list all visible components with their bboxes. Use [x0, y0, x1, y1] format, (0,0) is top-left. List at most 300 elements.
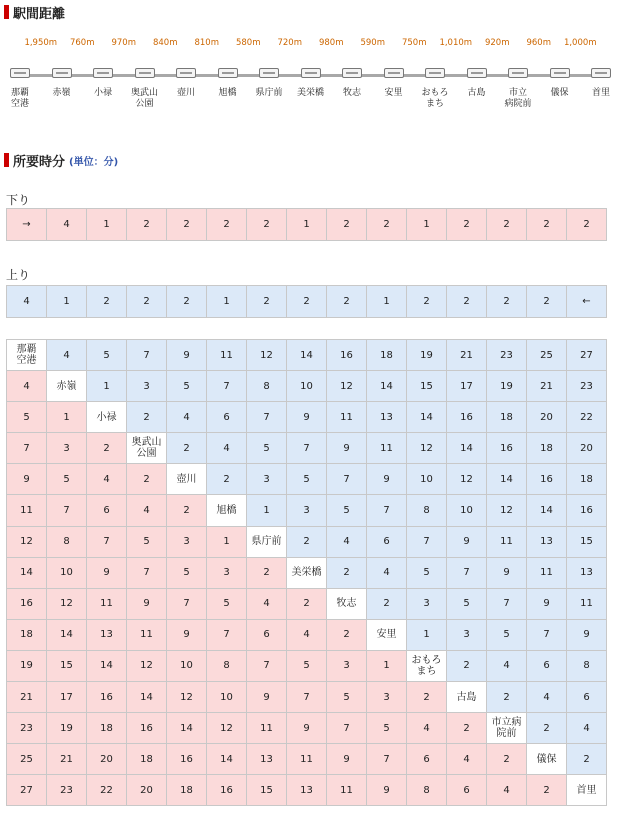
matrix-time-cell: 4 [167, 402, 207, 433]
matrix-time-cell: 7 [167, 588, 207, 619]
matrix-time-cell: 3 [207, 557, 247, 588]
matrix-station-cell: おもろまち [407, 650, 447, 681]
matrix-station-cell: 美栄橋 [287, 557, 327, 588]
matrix-time-cell: 12 [487, 495, 527, 526]
matrix-time-cell: 7 [127, 340, 167, 371]
matrix-time-cell: 6 [367, 526, 407, 557]
time-heading [4, 150, 118, 170]
matrix-time-cell: 14 [7, 557, 47, 588]
station-icon [301, 68, 321, 80]
matrix-station-cell: 古島 [447, 682, 487, 713]
matrix-time-cell: 9 [367, 464, 407, 495]
matrix-time-cell: 5 [287, 464, 327, 495]
up-time-cell: 2 [167, 286, 207, 318]
station-icon [591, 68, 611, 80]
matrix-row [7, 402, 607, 433]
matrix-time-cell: 25 [527, 340, 567, 371]
matrix-time-cell: 18 [367, 340, 407, 371]
down-time-cell: 2 [247, 209, 287, 241]
matrix-station-cell: 壺川 [167, 464, 207, 495]
down-time-table [6, 208, 607, 241]
matrix-row [7, 775, 607, 806]
station-name: 市立 病院前 [504, 88, 532, 109]
matrix-row [7, 464, 607, 495]
matrix-time-cell: 19 [47, 713, 87, 744]
matrix-time-cell: 2 [407, 682, 447, 713]
matrix-time-cell: 2 [167, 495, 207, 526]
station-name: 古島 [467, 88, 486, 98]
station-name: 那覇 空港 [10, 88, 30, 109]
matrix-time-cell: 1 [407, 619, 447, 650]
matrix-time-cell: 16 [447, 402, 487, 433]
heading-marker [4, 5, 9, 19]
matrix-time-cell: 6 [247, 619, 287, 650]
matrix-time-cell: 5 [7, 402, 47, 433]
station-name: 壺川 [176, 88, 196, 98]
matrix-time-cell: 13 [367, 402, 407, 433]
matrix-time-cell: 2 [207, 464, 247, 495]
matrix-time-cell: 3 [247, 464, 287, 495]
matrix-time-cell: 20 [567, 433, 607, 464]
matrix-time-cell: 10 [167, 650, 207, 681]
matrix-time-cell: 11 [567, 588, 607, 619]
matrix-row [7, 557, 607, 588]
matrix-time-cell: 7 [87, 526, 127, 557]
matrix-time-cell: 5 [327, 495, 367, 526]
station-icon [467, 68, 487, 80]
matrix-time-cell: 4 [367, 557, 407, 588]
matrix-row [7, 371, 607, 402]
matrix-row [7, 650, 607, 681]
matrix-time-cell: 1 [87, 371, 127, 402]
up-arrow: ← [567, 286, 607, 318]
matrix-time-cell: 2 [127, 402, 167, 433]
matrix-time-cell: 14 [207, 744, 247, 775]
matrix-time-cell: 16 [127, 713, 167, 744]
matrix-time-cell: 6 [407, 744, 447, 775]
matrix-time-cell: 19 [407, 340, 447, 371]
matrix-time-cell: 3 [127, 371, 167, 402]
station-name: 美栄橋 [296, 88, 325, 98]
distance-label: 840m [152, 38, 178, 48]
matrix-time-cell: 5 [87, 340, 127, 371]
matrix-time-cell: 11 [287, 744, 327, 775]
distance-label: 810m [194, 38, 220, 48]
matrix-time-cell: 1 [367, 650, 407, 681]
station-name: 首里 [591, 88, 611, 98]
matrix-row [7, 340, 607, 371]
matrix-time-cell: 1 [207, 526, 247, 557]
matrix-time-cell: 2 [567, 744, 607, 775]
matrix-time-cell: 16 [487, 433, 527, 464]
matrix-time-cell: 11 [527, 557, 567, 588]
matrix-time-cell: 7 [487, 588, 527, 619]
matrix-time-cell: 4 [567, 713, 607, 744]
time-unit-label: (単位：分) [69, 156, 119, 168]
station-icon [259, 68, 279, 80]
matrix-time-cell: 7 [407, 526, 447, 557]
distance-label: 1,950m [24, 38, 58, 48]
matrix-time-cell: 9 [327, 433, 367, 464]
matrix-time-cell: 14 [167, 713, 207, 744]
matrix-time-cell: 3 [287, 495, 327, 526]
matrix-time-cell: 7 [447, 557, 487, 588]
matrix-time-cell: 18 [167, 775, 207, 806]
matrix-station-cell: 小禄 [87, 402, 127, 433]
matrix-time-cell: 13 [87, 619, 127, 650]
matrix-time-cell: 15 [407, 371, 447, 402]
matrix-time-cell: 11 [7, 495, 47, 526]
matrix-time-cell: 5 [287, 650, 327, 681]
matrix-time-cell: 23 [487, 340, 527, 371]
matrix-time-cell: 2 [487, 744, 527, 775]
matrix-time-cell: 11 [327, 775, 367, 806]
station-icon [176, 68, 196, 80]
matrix-time-cell: 2 [527, 713, 567, 744]
matrix-time-cell: 6 [87, 495, 127, 526]
matrix-station-cell: 儀保 [527, 744, 567, 775]
up-time-cell: 2 [447, 286, 487, 318]
matrix-time-cell: 21 [47, 744, 87, 775]
matrix-time-cell: 9 [167, 619, 207, 650]
distance-label: 970m [111, 38, 137, 48]
matrix-time-cell: 14 [87, 650, 127, 681]
matrix-time-cell: 2 [447, 713, 487, 744]
matrix-time-cell: 3 [47, 433, 87, 464]
matrix-time-cell: 12 [447, 464, 487, 495]
station-name: 牧志 [342, 88, 362, 98]
station-icon [218, 68, 238, 80]
matrix-time-cell: 4 [127, 495, 167, 526]
matrix-time-cell: 21 [7, 682, 47, 713]
matrix-time-cell: 12 [127, 650, 167, 681]
matrix-time-cell: 27 [7, 775, 47, 806]
station-name: おもろ まち [421, 88, 449, 109]
matrix-time-cell: 11 [247, 713, 287, 744]
distance-label: 590m [360, 38, 386, 48]
matrix-time-cell: 5 [127, 526, 167, 557]
up-direction-label: 上り [6, 268, 31, 282]
matrix-time-cell: 1 [47, 402, 87, 433]
station-name: 小禄 [93, 88, 113, 98]
matrix-time-cell: 3 [327, 650, 367, 681]
station-name: 旭橋 [218, 88, 237, 98]
station-name: 安里 [384, 88, 403, 98]
matrix-time-cell: 17 [47, 682, 87, 713]
matrix-time-cell: 8 [407, 775, 447, 806]
matrix-time-cell: 23 [567, 371, 607, 402]
matrix-time-cell: 10 [47, 557, 87, 588]
matrix-time-cell: 14 [447, 433, 487, 464]
matrix-time-cell: 4 [47, 340, 87, 371]
matrix-time-cell: 12 [167, 682, 207, 713]
down-time-cell: 1 [87, 209, 127, 241]
up-time-cell: 2 [247, 286, 287, 318]
matrix-time-cell: 7 [287, 433, 327, 464]
matrix-time-cell: 7 [367, 495, 407, 526]
matrix-time-cell: 20 [527, 402, 567, 433]
matrix-time-cell: 13 [567, 557, 607, 588]
matrix-time-cell: 4 [487, 775, 527, 806]
distance-label: 1,010m [439, 38, 473, 48]
matrix-time-cell: 19 [487, 371, 527, 402]
distance-heading [4, 2, 65, 22]
matrix-time-cell: 9 [167, 340, 207, 371]
matrix-time-cell: 4 [207, 433, 247, 464]
matrix-time-cell: 8 [407, 495, 447, 526]
matrix-time-cell: 13 [287, 775, 327, 806]
matrix-time-cell: 21 [527, 371, 567, 402]
matrix-time-cell: 11 [207, 340, 247, 371]
matrix-time-cell: 9 [447, 526, 487, 557]
matrix-row [7, 713, 607, 744]
matrix-time-cell: 20 [127, 775, 167, 806]
matrix-time-cell: 6 [447, 775, 487, 806]
matrix-time-cell: 10 [287, 371, 327, 402]
matrix-time-cell: 5 [207, 588, 247, 619]
matrix-time-cell: 9 [567, 619, 607, 650]
matrix-time-cell: 8 [567, 650, 607, 681]
matrix-station-cell: 奥武山 公園 [127, 433, 167, 464]
down-time-cell: 2 [567, 209, 607, 241]
matrix-time-cell: 12 [7, 526, 47, 557]
matrix-time-cell: 18 [527, 433, 567, 464]
matrix-time-cell: 10 [447, 495, 487, 526]
matrix-time-cell: 5 [407, 557, 447, 588]
matrix-time-cell: 2 [287, 526, 327, 557]
up-time-cell: 2 [487, 286, 527, 318]
matrix-time-cell: 2 [127, 464, 167, 495]
matrix-time-cell: 13 [527, 526, 567, 557]
matrix-time-cell: 11 [327, 402, 367, 433]
matrix-time-cell: 4 [327, 526, 367, 557]
matrix-time-cell: 15 [47, 650, 87, 681]
station-icon [384, 68, 404, 80]
matrix-row [7, 588, 607, 619]
matrix-time-cell: 8 [47, 526, 87, 557]
matrix-time-cell: 2 [527, 775, 567, 806]
distance-label: 750m [401, 38, 427, 48]
matrix-time-cell: 16 [567, 495, 607, 526]
matrix-time-cell: 14 [127, 682, 167, 713]
matrix-time-cell: 4 [447, 744, 487, 775]
travel-time-matrix [6, 339, 607, 806]
matrix-station-cell: 市立病 院前 [487, 713, 527, 744]
matrix-time-cell: 9 [327, 744, 367, 775]
matrix-time-cell: 4 [407, 713, 447, 744]
matrix-time-cell: 6 [567, 682, 607, 713]
matrix-time-cell: 7 [287, 682, 327, 713]
down-time-cell: 2 [207, 209, 247, 241]
matrix-time-cell: 12 [407, 433, 447, 464]
matrix-time-cell: 18 [7, 619, 47, 650]
matrix-station-cell: 那覇 空港 [7, 340, 47, 371]
station-icon [550, 68, 570, 80]
matrix-time-cell: 9 [367, 775, 407, 806]
matrix-time-cell: 2 [367, 588, 407, 619]
matrix-time-cell: 6 [527, 650, 567, 681]
matrix-time-cell: 4 [487, 650, 527, 681]
matrix-time-cell: 22 [567, 402, 607, 433]
matrix-time-cell: 5 [447, 588, 487, 619]
station-icon [508, 68, 528, 80]
up-time-cell: 4 [7, 286, 47, 318]
matrix-time-cell: 1 [247, 495, 287, 526]
distance-label: 920m [484, 38, 510, 48]
station-icon [10, 68, 30, 80]
down-time-cell: 2 [127, 209, 167, 241]
up-time-row [7, 286, 607, 318]
matrix-time-cell: 18 [567, 464, 607, 495]
matrix-time-cell: 12 [47, 588, 87, 619]
matrix-time-cell: 5 [167, 371, 207, 402]
up-time-cell: 1 [47, 286, 87, 318]
distance-label: 580m [235, 38, 261, 48]
up-time-cell: 2 [527, 286, 567, 318]
down-time-cell: 2 [167, 209, 207, 241]
up-time-cell: 2 [87, 286, 127, 318]
up-time-table [6, 285, 607, 318]
matrix-station-cell: 牧志 [327, 588, 367, 619]
up-time-cell: 1 [207, 286, 247, 318]
matrix-time-cell: 2 [167, 433, 207, 464]
matrix-time-cell: 18 [487, 402, 527, 433]
matrix-time-cell: 7 [247, 402, 287, 433]
matrix-time-cell: 9 [287, 713, 327, 744]
matrix-time-cell: 5 [247, 433, 287, 464]
matrix-time-cell: 9 [7, 464, 47, 495]
heading-marker [4, 153, 9, 167]
down-time-cell: 1 [287, 209, 327, 241]
matrix-time-cell: 7 [7, 433, 47, 464]
matrix-time-cell: 3 [447, 619, 487, 650]
matrix-time-cell: 14 [47, 619, 87, 650]
down-direction-label: 下り [6, 193, 31, 207]
down-time-cell: 2 [367, 209, 407, 241]
down-time-cell: 2 [327, 209, 367, 241]
down-arrow: → [7, 209, 47, 241]
matrix-row [7, 526, 607, 557]
matrix-time-cell: 18 [87, 713, 127, 744]
matrix-time-cell: 9 [527, 588, 567, 619]
matrix-time-cell: 9 [287, 402, 327, 433]
matrix-station-cell: 県庁前 [247, 526, 287, 557]
matrix-time-cell: 7 [207, 619, 247, 650]
matrix-time-cell: 16 [87, 682, 127, 713]
down-time-cell: 4 [47, 209, 87, 241]
matrix-time-cell: 20 [87, 744, 127, 775]
matrix-time-cell: 16 [167, 744, 207, 775]
down-time-cell: 2 [487, 209, 527, 241]
matrix-time-cell: 17 [447, 371, 487, 402]
matrix-time-cell: 9 [87, 557, 127, 588]
matrix-station-cell: 旭橋 [207, 495, 247, 526]
matrix-time-cell: 7 [127, 557, 167, 588]
matrix-time-cell: 4 [87, 464, 127, 495]
station-icon [135, 68, 155, 80]
station-icon [425, 68, 445, 80]
station-name: 県庁前 [255, 88, 283, 98]
matrix-time-cell: 21 [447, 340, 487, 371]
matrix-time-cell: 5 [487, 619, 527, 650]
matrix-station-cell: 安里 [367, 619, 407, 650]
distance-heading-text: 駅間距離 [13, 6, 66, 22]
matrix-time-cell: 2 [487, 682, 527, 713]
matrix-time-cell: 12 [247, 340, 287, 371]
matrix-time-cell: 10 [207, 682, 247, 713]
matrix-time-cell: 27 [567, 340, 607, 371]
station-icon [52, 68, 72, 80]
station-name: 儀保 [550, 88, 569, 98]
matrix-time-cell: 16 [7, 588, 47, 619]
matrix-station-cell: 赤嶺 [47, 371, 87, 402]
matrix-row [7, 495, 607, 526]
matrix-time-cell: 16 [207, 775, 247, 806]
down-time-cell: 2 [447, 209, 487, 241]
matrix-time-cell: 22 [87, 775, 127, 806]
matrix-time-cell: 2 [247, 557, 287, 588]
down-time-cell: 1 [407, 209, 447, 241]
matrix-time-cell: 5 [167, 557, 207, 588]
matrix-time-cell: 2 [327, 619, 367, 650]
up-time-cell: 2 [407, 286, 447, 318]
matrix-time-cell: 15 [567, 526, 607, 557]
matrix-time-cell: 7 [247, 650, 287, 681]
matrix-time-cell: 7 [327, 464, 367, 495]
matrix-time-cell: 25 [7, 744, 47, 775]
matrix-time-cell: 14 [287, 340, 327, 371]
time-heading-text: 所要時分 [13, 154, 66, 170]
matrix-time-cell: 13 [247, 744, 287, 775]
matrix-time-cell: 14 [407, 402, 447, 433]
matrix-time-cell: 14 [367, 371, 407, 402]
matrix-time-cell: 11 [367, 433, 407, 464]
matrix-time-cell: 7 [207, 371, 247, 402]
matrix-time-cell: 12 [327, 371, 367, 402]
matrix-time-cell: 9 [487, 557, 527, 588]
matrix-time-cell: 4 [527, 682, 567, 713]
matrix-row [7, 744, 607, 775]
matrix-time-cell: 9 [127, 588, 167, 619]
matrix-time-cell: 10 [407, 464, 447, 495]
up-time-cell: 1 [367, 286, 407, 318]
matrix-time-cell: 11 [487, 526, 527, 557]
matrix-time-cell: 23 [47, 775, 87, 806]
matrix-time-cell: 16 [527, 464, 567, 495]
matrix-time-cell: 4 [287, 619, 327, 650]
matrix-time-cell: 5 [367, 713, 407, 744]
matrix-time-cell: 2 [447, 650, 487, 681]
up-time-cell: 2 [327, 286, 367, 318]
matrix-time-cell: 2 [327, 557, 367, 588]
matrix-time-cell: 7 [47, 495, 87, 526]
matrix-time-cell: 8 [247, 371, 287, 402]
matrix-time-cell: 18 [127, 744, 167, 775]
matrix-row [7, 433, 607, 464]
matrix-time-cell: 11 [127, 619, 167, 650]
matrix-time-cell: 16 [327, 340, 367, 371]
down-time-cell: 2 [527, 209, 567, 241]
station-name: 奥武山 公園 [130, 88, 159, 109]
matrix-row [7, 682, 607, 713]
station-icon [342, 68, 362, 80]
down-time-row [7, 209, 607, 241]
matrix-time-cell: 6 [207, 402, 247, 433]
matrix-time-cell: 3 [167, 526, 207, 557]
matrix-time-cell: 7 [327, 713, 367, 744]
matrix-time-cell: 3 [407, 588, 447, 619]
matrix-time-cell: 23 [7, 713, 47, 744]
